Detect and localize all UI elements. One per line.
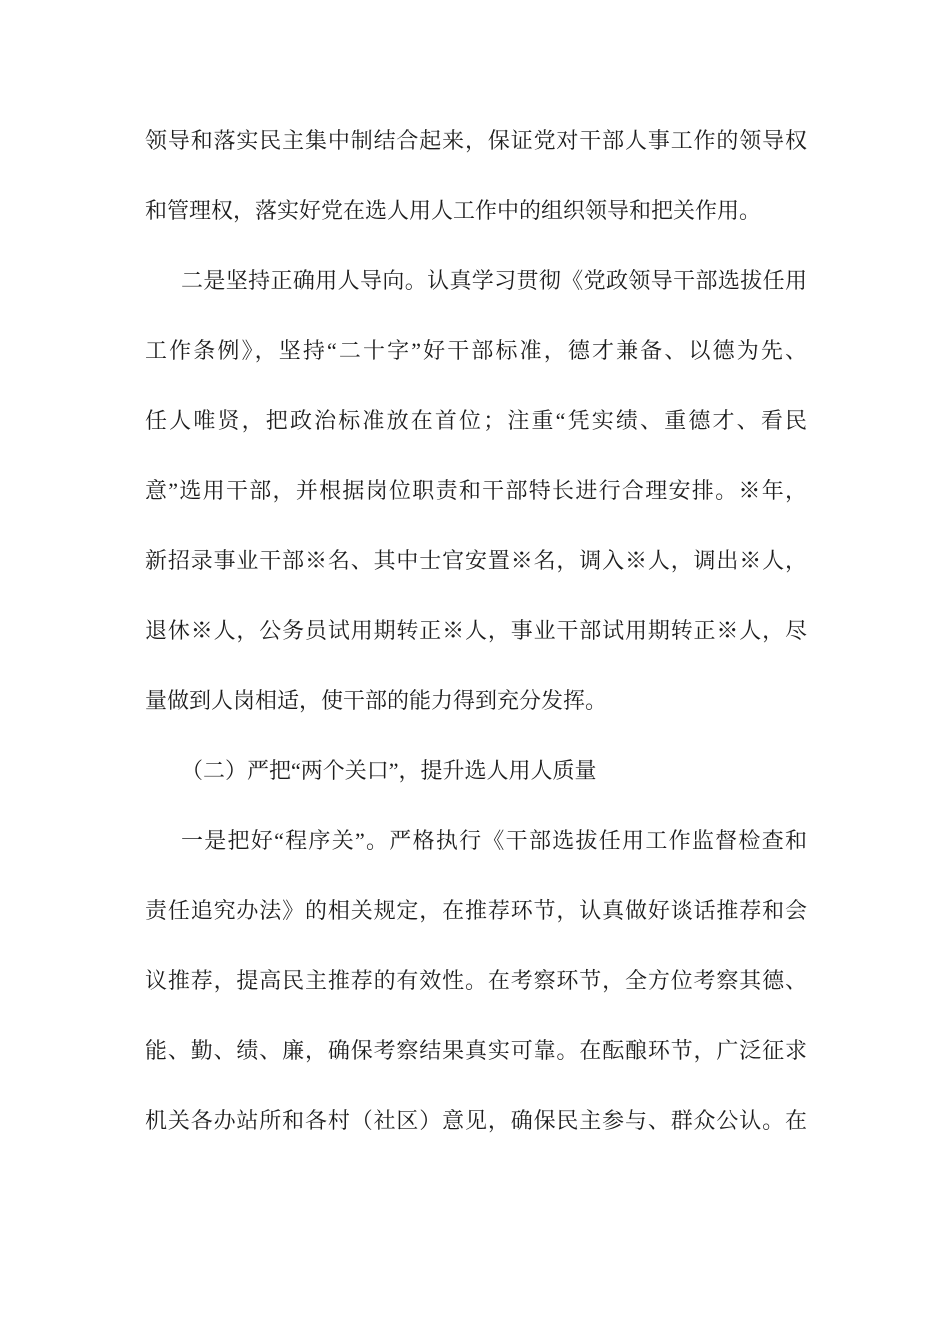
- text-line: 量做到人岗相适，使干部的能力得到充分发挥。: [145, 688, 608, 713]
- text-line: 任人唯贤，把政治标准放在首位；注重“凭实绩、重德才、看民: [145, 408, 807, 433]
- text-line: 机关各办站所和各村（社区）意见，确保民主参与、群众公认。在: [145, 1108, 807, 1133]
- text-line: 能、勤、绩、廉，确保考察结果真实可靠。在酝酿环节，广泛征求: [145, 1038, 807, 1063]
- text-line: 新招录事业干部※名、其中士官安置※名，调入※人，调出※人，: [145, 548, 807, 573]
- text-line: 议推荐，提高民主推荐的有效性。在考察环节，全方位考察其德、: [145, 968, 807, 993]
- text-line: 和管理权，落实好党在选人用人工作中的组织领导和把关作用。: [145, 198, 762, 223]
- text-line: 二是坚持正确用人导向。认真学习贯彻《党政领导干部选拔任用: [181, 268, 807, 293]
- document-text-block: [145, 106, 807, 1156]
- text-line: 领导和落实民主集中制结合起来，保证党对干部人事工作的领导权: [145, 128, 807, 153]
- text-line: 一是把好“程序关”。严格执行《干部选拔任用工作监督检查和: [181, 828, 807, 853]
- text-line: 退休※人，公务员试用期转正※人，事业干部试用期转正※人，尽: [145, 618, 807, 643]
- text-line: 工作条例》，坚持“二十字”好干部标准，德才兼备、以德为先、: [145, 338, 807, 363]
- text-line: 意”选用干部，并根据岗位职责和干部特长进行合理安排。※年，: [145, 478, 807, 503]
- text-line: 责任追究办法》的相关规定，在推荐环节，认真做好谈话推荐和会: [145, 898, 807, 923]
- text-line: （二）严把“两个关口”，提升选人用人质量: [181, 758, 597, 783]
